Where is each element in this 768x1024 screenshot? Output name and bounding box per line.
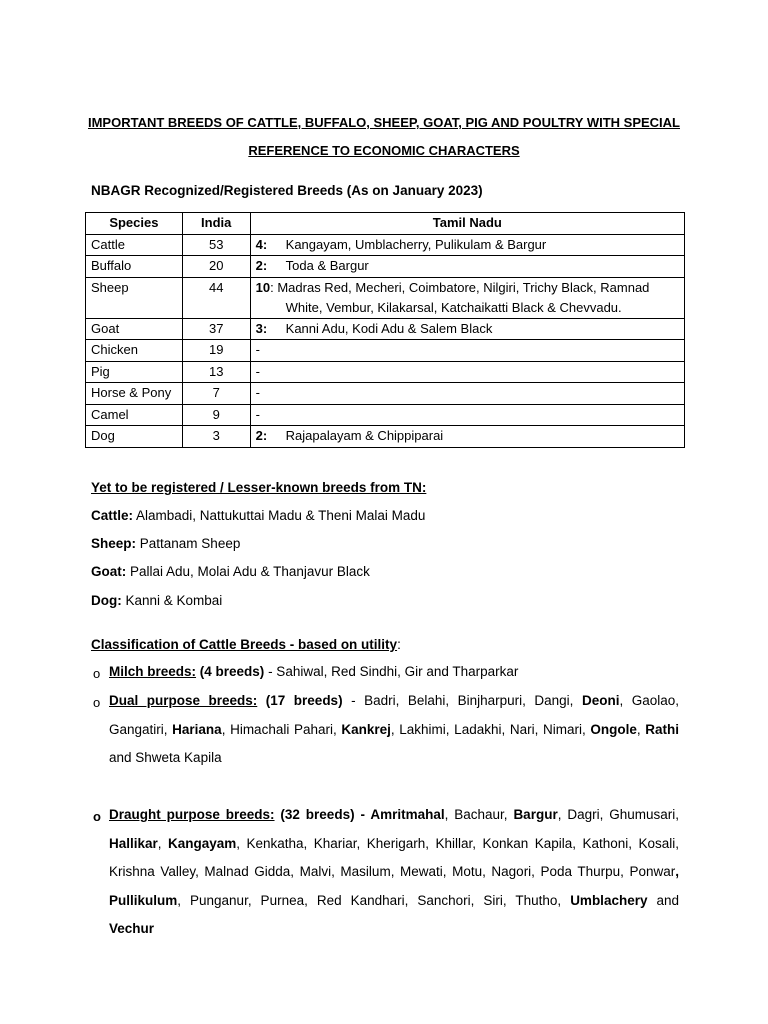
india-count-cell: 7 [182,383,250,405]
tn-count: 2: [255,428,268,443]
dual-text: , Gaolao, Gangatiri, [109,693,680,737]
tn-breeds: Toda & Bargur [285,258,369,273]
label-cattle: Cattle: [91,508,134,523]
tn-count: 4: [255,236,268,252]
dual-purpose-item [109,687,679,773]
dual-text: , Lakhimi, Ladakhi, Nari, Nimari, [390,721,591,737]
table-row [86,277,685,318]
india-count-cell: 19 [182,340,250,362]
tamil-nadu-cell [250,318,684,340]
tn-breeds: Kanni Adu, Kodi Adu & Salem Black [285,320,493,336]
header-tamil-nadu: Tamil Nadu [250,213,684,235]
species-cell: Horse & Pony [86,383,183,405]
species-cell: Sheep [86,277,183,318]
table-row [86,361,685,383]
dual-breed-bold: Rathi [645,721,679,737]
milch-text: - Sahiwal, Red Sindhi, Gir and Tharparkar [264,664,519,679]
value-sheep: Pattanam Sheep [136,536,241,551]
table-row [86,340,685,362]
india-count-cell: 20 [182,256,250,278]
tn-breeds: Rajapalayam & Chippiparai [285,428,444,443]
tamil-nadu-cell [250,426,684,448]
tamil-nadu-cell: - [250,361,684,383]
draught-breed-bold: Kangayam [168,835,237,851]
draught-text: , Punganur, Purnea, Red Kandhari, Sanchori, Siri, Thutho, [177,892,571,908]
draught-breed-bold: , [675,864,679,879]
bullet-icon: o [93,809,101,824]
header-species: Species [86,213,183,235]
india-count-cell: 44 [182,277,250,318]
india-count-cell: 3 [182,426,250,448]
draught-breed-bold: Amritmahal [370,807,445,822]
species-cell: Buffalo [86,256,183,278]
tamil-nadu-cell [250,277,684,318]
draught-text: , Dagri, Ghumusari, [557,807,679,822]
table-row [86,318,685,340]
draught-text: and [647,892,680,908]
value-goat: Pallai Adu, Molai Adu & Thanjavur Black [126,564,370,579]
draught-breed-bold: Pullikulum [109,892,178,908]
tn-count: 10 [255,279,271,295]
india-count-cell: 53 [182,234,250,256]
draught-breed-bold: Umblachery [570,892,648,908]
lesser-known-dog [91,593,222,608]
milch-label: Milch breeds: [109,664,197,679]
header-india: India [182,213,250,235]
tn-count: 3: [255,320,268,336]
table-header-row [86,213,685,235]
table-row [86,256,685,278]
species-cell: Dog [86,426,183,448]
tn-breeds-continued: White, Vembur, Kilakarsal, Katchaikatti Black & Chevvadu. [285,299,622,315]
label-goat: Goat: [91,564,127,579]
species-cell: Cattle [86,234,183,256]
draught-breed-bold: Vechur [109,921,155,936]
india-count-cell: 9 [182,404,250,426]
draught-text: , Bachaur, [444,807,514,822]
tamil-nadu-cell: - [250,340,684,362]
draught-text: , Kenkatha, Khariar, Kherigarh, Khillar, Konkan Kapila, Kathoni, Kosali, Krishna Valley, Malnad Gidda, Malvi, Masilum, Mewati, Motu, Nagori, Poda Thurpu, Ponwar [109,835,679,879]
value-cattle: Alambadi, Nattukuttai Madu & Theni Malai Madu [133,508,426,523]
label-sheep: Sheep: [91,536,137,551]
lesser-known-heading: Yet to be registered / Lesser-known breeds from TN: [91,480,427,495]
dual-breed-bold: Kankrej [341,721,391,737]
india-count-cell: 37 [182,318,250,340]
tn-breeds: : Madras Red, Mecheri, Coimbatore, Nilgiri, Trichy Black, Ramnad [270,279,650,295]
draught-count: (32 breeds) [274,807,355,822]
lesser-known-sheep [91,536,240,551]
classification-colon: : [397,637,401,652]
draught-breed-bold: Hallikar [109,835,158,851]
bullet-icon: o [93,666,101,681]
dual-text: , Himachali Pahari, [221,721,342,737]
species-cell: Goat [86,318,183,340]
tn-breeds: Kangayam, Umblacherry, Pulikulam & Bargur [285,236,547,252]
tamil-nadu-cell [250,256,684,278]
dual-text: , [636,721,646,737]
species-cell: Pig [86,361,183,383]
table-row [86,426,685,448]
dual-breed-bold: Hariana [172,721,222,737]
milch-breeds-item [109,658,679,687]
section-subtitle: NBAGR Recognized/Registered Breeds (As on January 2023) [91,183,483,198]
dual-label: Dual purpose breeds: [109,693,258,708]
draught-label: Draught purpose breeds: [109,807,275,822]
draught-purpose-item [109,801,679,944]
species-cell: Chicken [86,340,183,362]
india-count-cell: 13 [182,361,250,383]
tamil-nadu-cell: - [250,383,684,405]
dual-breed-bold: Deoni [581,693,620,708]
dual-text: and Shweta Kapila [109,750,222,765]
table-row [86,234,685,256]
classification-title: Classification of Cattle Breeds - based on utility [91,637,398,652]
draught-text: , [157,835,168,851]
label-dog: Dog: [91,593,122,608]
classification-heading [91,637,401,652]
bullet-icon: o [93,695,101,710]
tamil-nadu-cell [250,234,684,256]
draught-breed-bold: Bargur [513,807,558,822]
table-row [86,404,685,426]
tn-count: 2: [255,258,268,273]
species-cell: Camel [86,404,183,426]
value-dog: Kanni & Kombai [121,593,223,608]
tamil-nadu-cell: - [250,404,684,426]
lesser-known-goat [91,564,370,579]
milch-count: (4 breeds) [196,664,265,679]
dual-breed-bold: Ongole [590,721,637,737]
dual-count: (17 breeds) [257,693,343,708]
dual-text: - Badri, Belahi, Binjharpuri, Dangi, [342,693,582,708]
table-row [86,383,685,405]
lesser-known-cattle [91,508,425,523]
document-title-line-2: REFERENCE TO ECONOMIC CHARACTERS [248,143,520,158]
breeds-table [85,212,685,448]
document-title-line-1: IMPORTANT BREEDS OF CATTLE, BUFFALO, SHEEP, GOAT, PIG AND POULTRY WITH SPECIAL [87,115,680,130]
draught-text: - [354,807,371,822]
